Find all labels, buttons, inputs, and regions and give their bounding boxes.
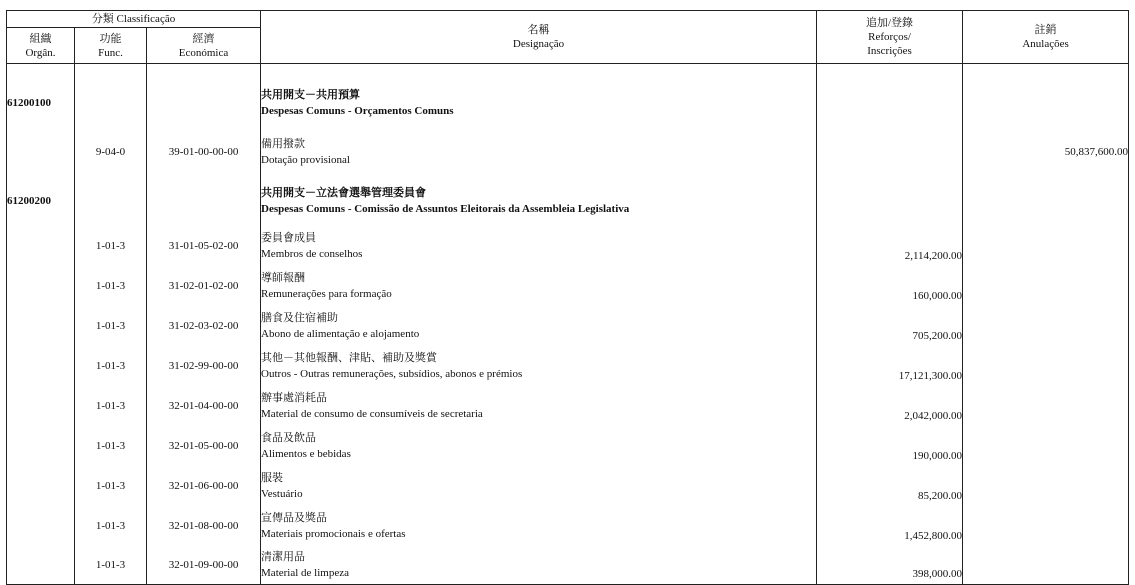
cancellation-amount — [963, 266, 1129, 306]
designation-cell — [261, 306, 817, 346]
cancellation-amount — [963, 426, 1129, 466]
table-row — [7, 546, 1129, 585]
designation-cell — [261, 226, 817, 266]
designation-cell — [261, 386, 817, 426]
designation-cell — [261, 426, 817, 466]
table-row — [7, 426, 1129, 466]
organic-code — [7, 426, 75, 466]
designation-cell — [261, 546, 817, 585]
functional-code: 1-01-3 — [75, 346, 147, 386]
designation-zh: 服裝 — [261, 472, 284, 484]
cancellation-amount — [963, 306, 1129, 346]
reinforcements-header — [817, 11, 963, 64]
functional-code — [75, 176, 147, 226]
organic-code: 61200200 — [7, 176, 75, 226]
functional-code: 1-01-3 — [75, 386, 147, 426]
designation-zh: 清潔用品 — [261, 551, 306, 563]
designation-zh: 共用開支－共用預算 — [261, 89, 361, 101]
designation-pt: Abono de alimentação e alojamento — [261, 328, 420, 340]
reinforcement-amount — [817, 128, 963, 176]
designation-pt: Materiais promocionais e ofertas — [261, 528, 406, 540]
reinforcement-amount: 85,200.00 — [817, 466, 963, 506]
reinforcement-amount: 398,000.00 — [817, 546, 963, 585]
designation-zh: 辦事處消耗品 — [261, 392, 328, 404]
economic-header — [147, 28, 261, 64]
reinforcement-amount: 17,121,300.00 — [817, 346, 963, 386]
organic-code — [7, 266, 75, 306]
functional-code: 1-01-3 — [75, 306, 147, 346]
organic-code — [7, 346, 75, 386]
classification-header: 分類 Classificação — [7, 11, 261, 28]
table-body — [7, 64, 1129, 585]
table-row — [7, 176, 1129, 226]
table-row — [7, 226, 1129, 266]
functional-header — [75, 28, 147, 64]
table-row — [7, 386, 1129, 426]
designation-zh: 其他－其他報酬、津貼、補助及獎賞 — [261, 352, 438, 364]
economic-code: 31-02-99-00-00 — [147, 346, 261, 386]
designation-pt: Material de limpeza — [261, 567, 349, 579]
functional-code: 1-01-3 — [75, 266, 147, 306]
designation-zh: 膳食及住宿補助 — [261, 312, 339, 324]
designation-cell — [261, 78, 817, 128]
designation-header — [261, 11, 817, 64]
economic-code — [147, 78, 261, 128]
cancellation-amount: 50,837,600.00 — [963, 128, 1129, 176]
designation-zh: 食品及飲品 — [261, 432, 317, 444]
reinforcements-header-pt1: Reforços/ — [868, 31, 911, 43]
table-row — [7, 78, 1129, 128]
table-row — [7, 506, 1129, 546]
table-header — [7, 11, 1129, 64]
reinforcement-amount — [817, 176, 963, 226]
designation-pt: Remunerações para formação — [261, 288, 392, 300]
reinforcement-amount: 1,452,800.00 — [817, 506, 963, 546]
designation-cell — [261, 506, 817, 546]
economic-code: 31-02-03-02-00 — [147, 306, 261, 346]
reinforcement-amount: 2,114,200.00 — [817, 226, 963, 266]
organic-code — [7, 226, 75, 266]
functional-code: 1-01-3 — [75, 546, 147, 585]
designation-cell — [261, 128, 817, 176]
economic-code: 32-01-06-00-00 — [147, 466, 261, 506]
functional-code: 1-01-3 — [75, 226, 147, 266]
designation-zh: 宣傳品及獎品 — [261, 512, 328, 524]
designation-cell — [261, 266, 817, 306]
budget-table — [6, 10, 1129, 585]
organic-header-zh: 組織 — [29, 32, 52, 45]
cancellation-amount — [963, 546, 1129, 585]
cancellation-amount — [963, 466, 1129, 506]
designation-header-pt: Designação — [512, 38, 565, 50]
economic-code — [147, 176, 261, 226]
organic-code — [7, 386, 75, 426]
reinforcements-header-zh: 追加/登錄 — [866, 17, 914, 29]
organic-code — [7, 128, 75, 176]
functional-code: 9-04-0 — [75, 128, 147, 176]
designation-pt: Outros - Outras remunerações, subsídios, abonos e prémios — [261, 368, 523, 380]
functional-code: 1-01-3 — [75, 466, 147, 506]
designation-pt: Vestuário — [261, 488, 303, 500]
economic-header-zh: 經濟 — [192, 32, 215, 45]
cancellation-amount — [963, 226, 1129, 266]
economic-code: 39-01-00-00-00 — [147, 128, 261, 176]
organic-code: 61200100 — [7, 78, 75, 128]
designation-header-zh: 名稱 — [527, 24, 550, 36]
table-row — [7, 466, 1129, 506]
cancellation-amount — [963, 506, 1129, 546]
reinforcement-amount: 160,000.00 — [817, 266, 963, 306]
designation-pt: Dotação provisional — [261, 154, 350, 166]
cancellation-amount — [963, 176, 1129, 226]
reinforcement-amount: 705,200.00 — [817, 306, 963, 346]
economic-code: 32-01-09-00-00 — [147, 546, 261, 585]
functional-header-zh: 功能 — [99, 32, 122, 45]
functional-code — [75, 78, 147, 128]
reinforcement-amount — [817, 78, 963, 128]
table-row — [7, 266, 1129, 306]
functional-code: 1-01-3 — [75, 426, 147, 466]
cancellation-amount — [963, 78, 1129, 128]
reinforcement-amount: 2,042,000.00 — [817, 386, 963, 426]
designation-pt: Despesas Comuns - Orçamentos Comuns — [261, 105, 454, 117]
designation-zh: 共用開支－立法會選舉管理委員會 — [261, 187, 427, 199]
cancellations-header — [963, 11, 1129, 64]
organic-code — [7, 466, 75, 506]
designation-zh: 委員會成員 — [261, 232, 317, 244]
organic-code — [7, 306, 75, 346]
table-row — [7, 346, 1129, 386]
cancellations-header-pt: Anulações — [1022, 38, 1069, 50]
designation-zh: 備用撥款 — [261, 138, 306, 150]
reinforcements-header-pt2: Inscrições — [867, 45, 912, 57]
organic-header-pt: Orgân. — [25, 46, 56, 59]
designation-cell — [261, 346, 817, 386]
economic-header-pt: Económica — [178, 46, 229, 59]
economic-code: 32-01-05-00-00 — [147, 426, 261, 466]
designation-zh: 導師報酬 — [261, 272, 306, 284]
cancellations-header-zh: 註銷 — [1034, 24, 1057, 36]
economic-code: 32-01-08-00-00 — [147, 506, 261, 546]
cancellation-amount — [963, 386, 1129, 426]
designation-pt: Alimentos e bebidas — [261, 448, 351, 460]
designation-pt: Membros de conselhos — [261, 248, 363, 260]
designation-cell — [261, 466, 817, 506]
organic-code — [7, 506, 75, 546]
functional-code: 1-01-3 — [75, 506, 147, 546]
designation-cell — [261, 176, 817, 226]
cancellation-amount — [963, 346, 1129, 386]
designation-pt: Material de consumo de consumíveis de secretaria — [261, 408, 483, 420]
functional-header-pt: Func. — [98, 46, 123, 59]
designation-pt: Despesas Comuns - Comissão de Assuntos Eleitorais da Assembleia Legislativa — [261, 203, 630, 215]
table-row — [7, 306, 1129, 346]
organic-header — [7, 28, 75, 64]
reinforcement-amount: 190,000.00 — [817, 426, 963, 466]
organic-code — [7, 546, 75, 585]
economic-code: 32-01-04-00-00 — [147, 386, 261, 426]
economic-code: 31-02-01-02-00 — [147, 266, 261, 306]
table-row — [7, 128, 1129, 176]
economic-code: 31-01-05-02-00 — [147, 226, 261, 266]
